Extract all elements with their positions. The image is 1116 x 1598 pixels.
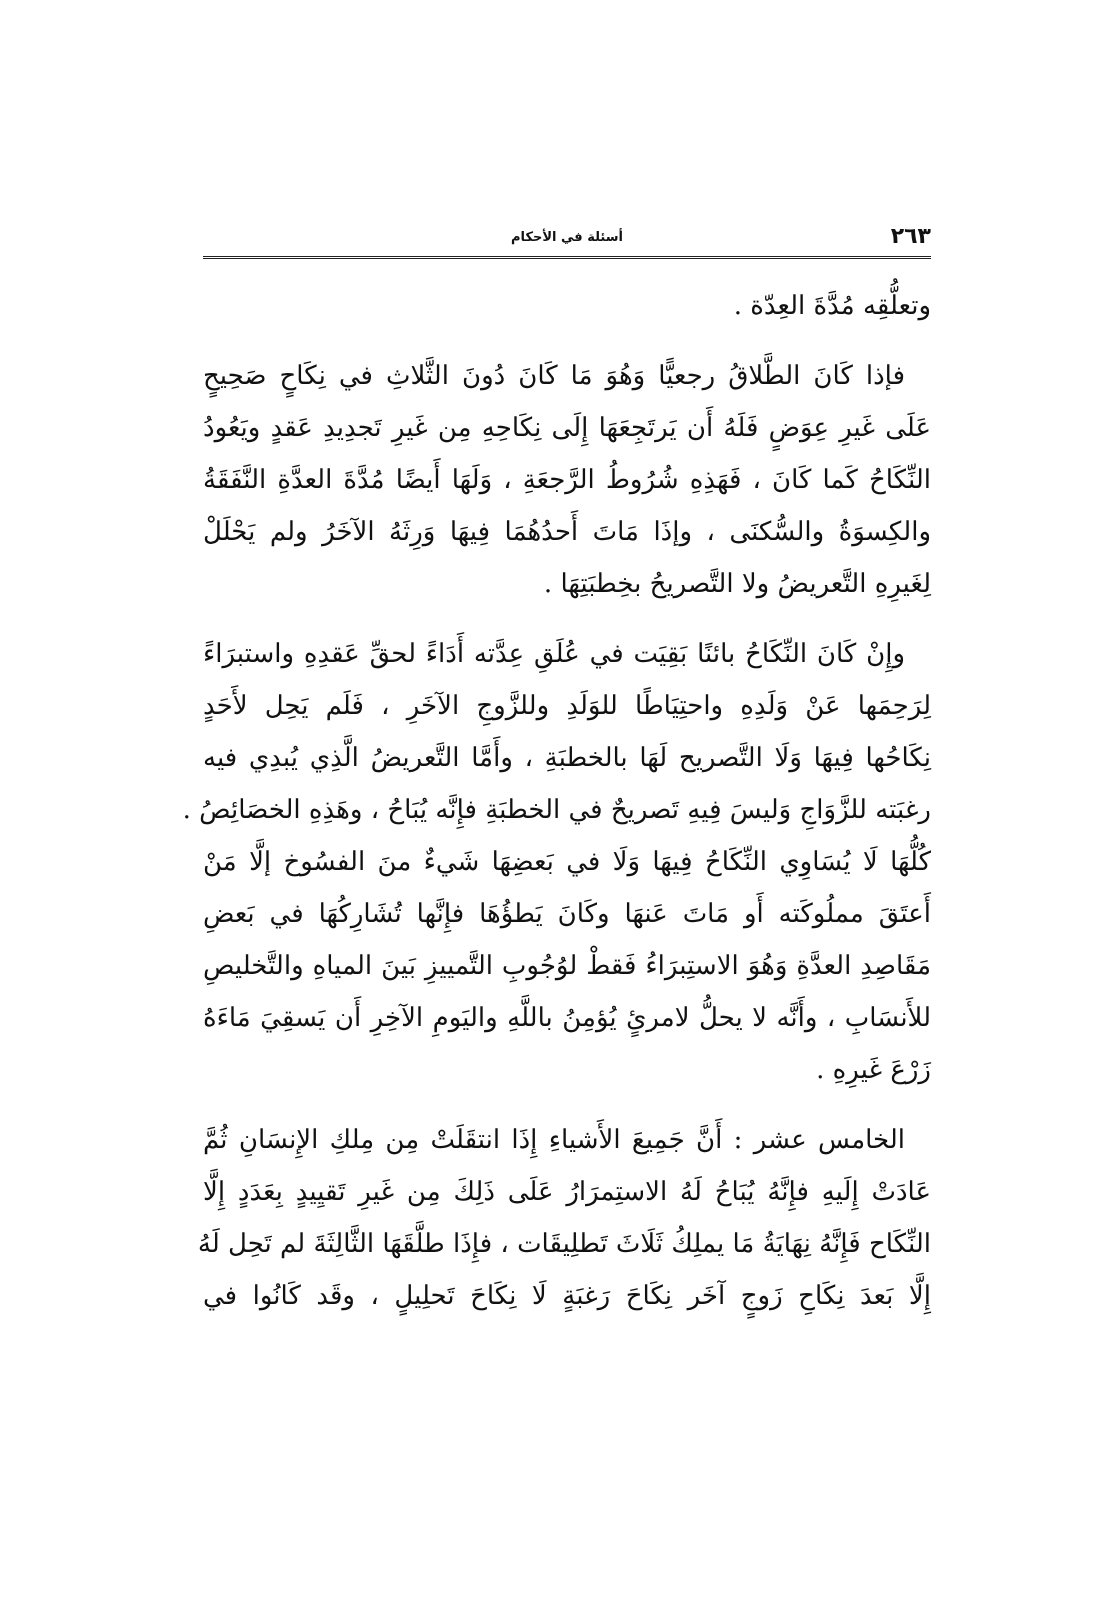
text-line: النِّكَاح فَإِنَّهُ نِهَايَةُ مَا يملِكُ ثَلَاثَ تَطلِيقَات ، فإِذَا طلَّقَهَا الثَّالِثَةَ لم تَحِل لَهُ (197, 1229, 931, 1259)
text-line: إِلَّا بَعدَ نِكَاحِ زَوجٍ آخَر نِكَاحَ رَغبَةٍ لَا نِكَاحَ تَحلِيلٍ ، وقَد كَانُوا في (203, 1281, 931, 1311)
page-header (203, 222, 931, 254)
text-line: للأَنسَابِ ، وأَنَّه لا يحلُّ لامرئٍ يُؤمِنُ باللَّهِ واليَومِ الآخِرِ أَن يَسقِيَ مَاءَهُ (203, 1003, 931, 1033)
text-line: زَرْعَ غَيرِهِ . (816, 1055, 931, 1085)
text-line: والكِسوَةُ والسُّكنَى ، وإذَا مَاتَ أَحدُهُمَا فِيهَا وَرِثَهُ الآخَرُ ولم يَحْلَلْ (203, 517, 931, 547)
text-line: مَقَاصِدِ العدَّةِ وَهُوَ الاستِبرَاءُ فَقطْ لوُجُوبِ التَّمييزِ بَينَ المياهِ والتَّخليصِ (203, 951, 931, 981)
text-line: أَعتَقَ مملُوكَته أَو مَاتَ عَنهَا وكَانَ يَطؤُهَا فإِنَّها تُشَارِكُهَا في بَعضِ (203, 899, 931, 929)
text-line: كُلُّهَا لَا يُسَاوِي النِّكَاحُ فِيهَا وَلَا في بَعضِهَا شَيءٌ منَ الفسُوخ إلَّا مَنْ (203, 847, 931, 877)
paragraph (203, 280, 931, 332)
text-line: عَادَتْ إِلَيهِ فإِنَّهُ يُبَاحُ لَهُ الاستِمرَارُ عَلَى ذَلِكَ مِن غَيرِ تَقيِيدٍ بِعَدَدٍ إِلَّا (203, 1177, 931, 1207)
text-line: لِغَيرِهِ التَّعريضُ ولا التَّصريحُ بخِطبَتِهَا . (543, 569, 931, 599)
text-line: رغبَته للزَّوَاجِ وَليسَ فِيهِ تَصريحٌ في الخطبَةِ فإِنَّه يُبَاحُ ، وهَذِهِ الخصَائِصُ . (182, 795, 931, 825)
running-title: أسئلة في الأحكام (511, 230, 623, 245)
paragraph-gap (203, 332, 931, 350)
header-divider (203, 256, 931, 259)
text-line: نِكَاحُها فِيهَا وَلَا التَّصريح لَهَا بالخطبَةِ ، وأَمَّا التَّعريضُ الَّذِي يُبدِي فيه (203, 743, 931, 773)
text-line: لِرَحِمَها عَنْ وَلَدِهِ واحتِيَاطًا للوَلَدِ وللزَّوجِ الآخَرِ ، فَلَم يَحِل لأَحَدٍ (203, 691, 931, 721)
paragraph-gap (203, 1096, 931, 1114)
text-line: وإِنْ كَانَ النِّكَاحُ بائنًا بَقِيَت في عُلَقِ عِدَّته أَدَاءً لحقِّ عَقدِهِ واستبرَاءً (203, 639, 905, 669)
paragraph-gap (203, 610, 931, 628)
text-line: فإذا كَانَ الطَّلاقُ رجعيًّا وَهُوَ مَا كَانَ دُونَ الثَّلاثِ في نِكَاحٍ صَحِيحٍ (203, 361, 905, 391)
paragraph (182, 628, 931, 1096)
body-text (182, 280, 931, 1322)
text-line: الخامس عشر : أَنَّ جَمِيعَ الأَشياءِ إِذَا انتقَلَتْ مِن مِلكِ الإِنسَانِ ثُمَّ (203, 1125, 905, 1155)
page-number: ٢٦٣ (890, 224, 931, 249)
text-line: وتعلُّقِه مُدَّةَ العِدّة . (733, 291, 931, 321)
paragraph (197, 1114, 931, 1322)
text-line: عَلَى غَيرِ عِوَضٍ فَلَهُ أَن يَرتَجِعَهَا إِلَى نِكَاحِهِ مِن غَيرِ تَجدِيدِ عَقدٍ ويَعُودُ (203, 413, 931, 443)
paragraph (203, 350, 931, 610)
text-line: النِّكَاحُ كَما كَانَ ، فَهَذِهِ شُرُوطُ الرَّجعَةِ ، وَلَهَا أَيضًا مُدَّةَ العدَّةِ النَّفَقَةُ (203, 465, 931, 495)
